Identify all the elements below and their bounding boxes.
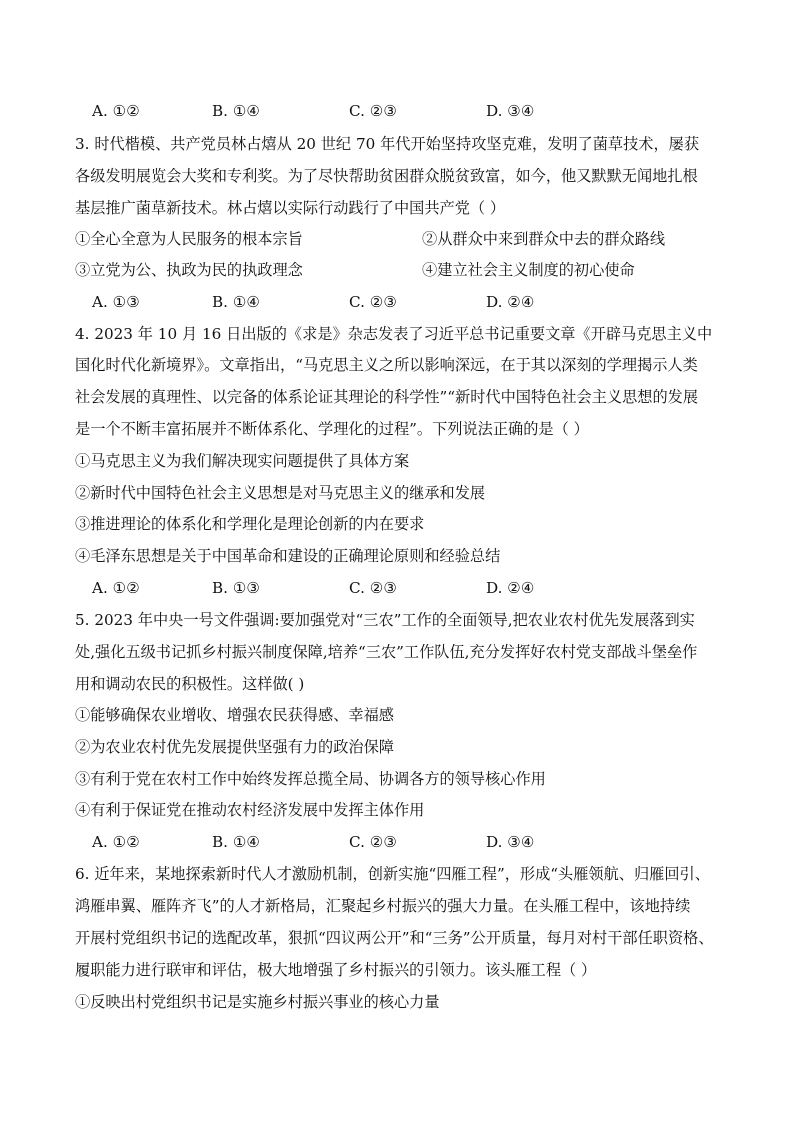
q3-option-c[interactable]: C. ②③ [349,293,397,311]
q3-option-b[interactable]: B. ①④ [212,293,261,311]
q6-stem-line-3: 开展村党组织书记的选配改革，狠抓“四议两公开”和“三务”公开质量，每月对村干部任职资格、 [75,929,714,947]
q3-item-2: ②从群众中来到群众中去的群众路线 [422,230,665,248]
q5-stem-line-1: 5. 2023 年中央一号文件强调:要加强党对“三农”工作的全面领导,把农业农村优先发展落到实 [75,611,695,629]
q4-stem-line-1: 4. 2023 年 10 月 16 日出版的《求是》杂志发表了习近平总书记重要文章《开辟马克思主义中 [75,325,713,343]
q6-stem-line-1: 6. 近年来，某地探索新时代人才激励机制，创新实施“四雁工程”，形成“头雁领航、归雁回引、 [75,865,710,883]
q3-items-row-2 [75,258,635,282]
q2-option-d[interactable]: D. ③④ [486,102,535,120]
q5-item-2: ②为农业农村优先发展提供坚强有力的政治保障 [75,738,394,756]
q5-stem-line-3: 用和调动农民的积极性。这样做( ) [75,675,305,693]
q5-item-4: ④有利于保证党在推动农村经济发展中发挥主体作用 [75,801,425,819]
q4-option-a[interactable]: A. ①② [92,579,140,597]
q4-item-1: ①马克思主义为我们解决现实问题提供了具体方案 [75,452,410,470]
q3-item-1: ①全心全意为人民服务的根本宗旨 [75,230,303,248]
q3-option-a[interactable]: A. ①③ [92,293,140,311]
q6-stem-line-2: 鸿雁串翼、雁阵齐飞”的人才新格局，汇聚起乡村振兴的强大力量。在头雁工程中，该地持续 [75,897,691,915]
q3-items-row-1 [75,227,665,251]
q3-item-4: ④建立社会主义制度的初心使命 [422,261,635,279]
q5-option-d[interactable]: D. ③④ [486,833,535,851]
q4-stem-line-4: 是一个不断丰富拓展并不断体系化、学理化的过程”。下列说法正确的是（ ） [75,420,589,438]
q5-item-3: ③有利于党在农村工作中始终发挥总揽全局、协调各方的领导核心作用 [75,770,546,788]
q4-item-4: ④毛泽东思想是关于中国革命和建设的正确理论原则和经验总结 [75,547,501,565]
q3-item-3: ③立党为公、执政为民的执政理念 [75,261,303,279]
q4-stem-line-3: 社会发展的真理性、以完备的体系论证其理论的科学性”“新时代中国特色社会主义思想的发展 [75,388,699,406]
q5-stem-line-2: 处,强化五级书记抓乡村振兴制度保障,培养“三农”工作队伍,充分发挥好农村党支部战斗堡垒作 [75,643,698,661]
q4-item-2: ②新时代中国特色社会主义思想是对马克思主义的继承和发展 [75,484,486,502]
q4-stem-line-2: 国化时代化新境界》。文章指出，“马克思主义之所以影响深远，在于其以深刻的学理揭示人类 [75,356,698,374]
q3-option-d[interactable]: D. ②④ [486,293,535,311]
q4-option-c[interactable]: C. ②③ [349,579,397,597]
q5-option-c[interactable]: C. ②③ [349,833,397,851]
q3-stem-line-2: 各级发明展览会大奖和专利奖。为了尽快帮助贫困群众脱贫致富，如今，他又默默无闻地扎根 [75,167,698,185]
q2-option-b[interactable]: B. ①④ [212,102,261,120]
q5-option-a[interactable]: A. ①② [92,833,140,851]
q6-item-1: ①反映出村党组织书记是实施乡村振兴事业的核心力量 [75,993,440,1011]
q6-stem-line-4: 履职能力进行联审和评估，极大地增强了乡村振兴的引领力。该头雁工程（ ） [75,961,597,979]
q5-item-1: ①能够确保农业增收、增强农民获得感、幸福感 [75,706,394,724]
q4-item-3: ③推进理论的体系化和学理化是理论创新的内在要求 [75,515,425,533]
q3-stem-line-3: 基层推广菌草新技术。林占熺以实际行动践行了中国共产党（ ） [75,199,506,217]
q2-option-a[interactable]: A. ①② [92,102,140,120]
q4-option-d[interactable]: D. ②④ [486,579,535,597]
q3-stem-line-1: 3. 时代楷模、共产党员林占熺从 20 世纪 70 年代开始坚持攻坚克难，发明了菌草技术，屡获 [75,135,700,153]
q4-option-b[interactable]: B. ①③ [212,579,261,597]
q2-option-c[interactable]: C. ②③ [349,102,397,120]
q5-option-b[interactable]: B. ①④ [212,833,261,851]
